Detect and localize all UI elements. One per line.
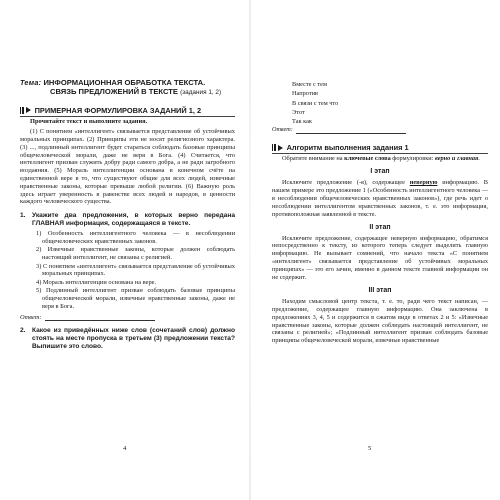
word-option-5: Так как [292,118,312,126]
question-1: 1. Укажите два предложения, в которых верно передана ГЛАВНАЯ информация, содержащаяся в тексте. [20,212,235,228]
word-option-4: Этот [292,108,305,116]
answer-line-1: Ответ: [20,314,235,322]
word-options [292,80,488,126]
answer-line-2: Ответ: [272,126,488,134]
word-option-3: В связи с тем что [292,99,339,107]
section-marker-icon [272,144,283,151]
topic-title-line-2: СВЯЗЬ ПРЕДЛОЖЕНИЙ В ТЕКСТЕ [50,87,178,97]
algorithm-heading [272,144,488,152]
instruction: Прочитайте текст и выполните задания. [30,118,148,126]
source-text: (1) С понятием «интеллигент» связывается представление об устойчивых моральных принципах. (2) Принципы эти не носят религиозного характера. (3) ..., подлинный интеллигент будет стараться соблюдать базовые принципы общечеловеческой морали, даже не веря в Бога. (4) Считается, что интеллигент призван служить добру ради самого добра, а не ради загробного воздаяния. (5) Мораль интеллигенции основана в конечном счёте на единственной вере в то, что существуют общие для всех людей, извечные нравственные законы, которые превыше любой религии. (6) Важную роль здесь играет уверенность в равенстве всех людей и народов, в ценности каждого человеческого существа. [20,128,235,206]
stage-1-text: Исключите предложение (-я), содержащее неверную информацию. В нашем примере это предложение 1 («Особенность интеллигентного человека — в несоблюдении общечеловеческих нравственных законов»), где речь идет о несоблюдении интеллигентом нравственных законов, т. е. это информация, противоположная заявленной в тексте. [272,179,488,218]
page-number-right: 5 [368,445,372,452]
topic-label: Тема: [20,78,42,87]
option-2: 2) Извечные нравственные законы, которые должен соблюдать настоящий интеллигент, не связаны с религией. [36,246,235,262]
stage-2-title: II этап [369,223,391,231]
section-marker-icon [20,107,31,114]
right-page [250,0,500,500]
topic-header [20,78,235,351]
stage-3-text: Находим смысловой центр текста, т. е. то, ради чего текст написан, — предложение, содержащее главную информацию. Она заключена в предложениях 3, 4, 5 и содержится в сжатом виде в ответах 2 и 5: «Извечные нравственные законы, которые должен соблюдать настоящий интеллигент, не связаны с религией»; «Подлинный интеллигент призван соблюдать базовые принципы общечеловеческой морали, извечные нравственные [272,297,488,345]
stage-1-title: I этап [370,168,390,176]
option-5: 5) Подлинный интеллигент призван соблюдать базовые принципы общечеловеческой морали, извечные нравственные законы, даже не веря в Бога. [36,287,235,310]
stage-3-title: III этап [368,286,392,294]
section-title: ПРИМЕРНАЯ ФОРМУЛИРОВКА ЗАДАНИЙ 1, 2 [34,105,202,115]
algorithm-title: Алгоритм выполнения задания 1 [286,143,409,153]
option-1: 1) Особенность интеллигентного человека — в несоблюдении общечеловеческих нравственных законов. [36,230,235,245]
answer-blank[interactable] [296,133,406,134]
algorithm-intro: Обратите внимание на ключевые слова формулировки: верно и главная. [282,155,480,163]
topic-title-line-1: ИНФОРМАЦИОННАЯ ОБРАБОТКА ТЕКСТА. [43,78,206,87]
stage-2-text: Исключите предложение, содержащее неверную информацию, обратимся непосредственно к тексту, из которого теперь следует выделить главную информацию. Не вызывает сомнений, что начало текста «С понятием «интеллигент» связывается представление об устойчивых моральных принципах» — это его зачин, именно в данном тексте главной информации он не содержит. [272,234,488,282]
option-4: 4) Мораль интеллигенции основана на вере. [36,278,157,286]
page-number-left: 4 [123,445,127,452]
word-option-1: Вместе с тем [292,81,327,88]
option-3: 3) С понятием «интеллигент» связывается представление об устойчивых моральных принципах. [36,262,235,278]
question-1-options [20,230,235,310]
topic-subtitle: (задания 1, 2) [180,89,222,97]
section-heading [20,106,235,115]
question-2: 2. Какое из приведённых ниже слов (сочетаний слов) должно стоять на месте пропуска в третьем (3) предложении текста? Выпишите это слово. [20,327,235,351]
word-option-2: Напротив [292,90,318,98]
right-column [272,80,488,345]
answer-blank[interactable] [45,320,155,321]
section-rule [20,116,235,117]
section-rule [272,153,488,154]
